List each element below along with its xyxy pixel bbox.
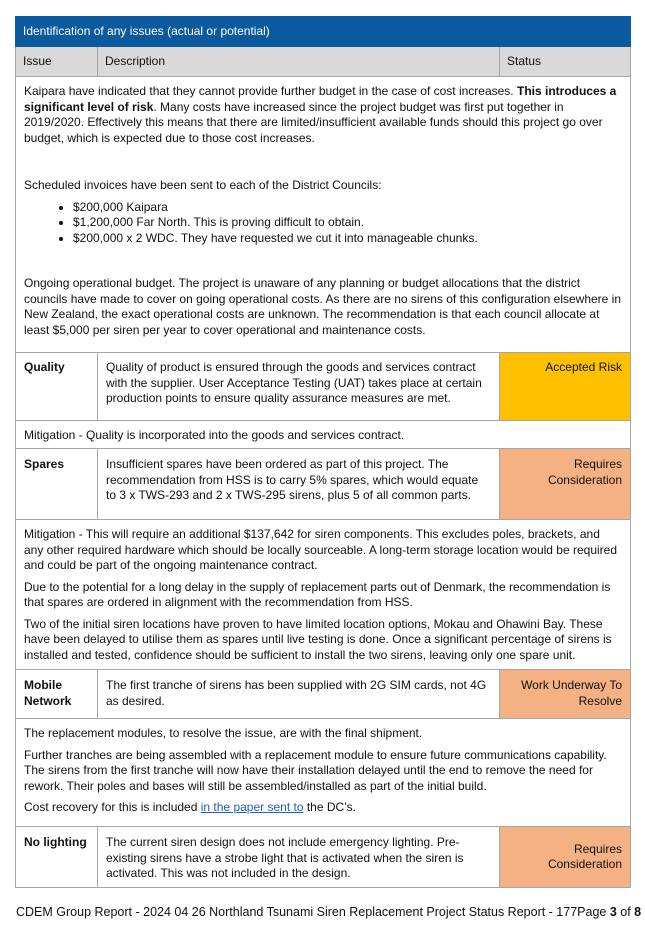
footer-of: of xyxy=(616,905,635,919)
issue-row-no-lighting xyxy=(16,827,631,888)
intro-cell xyxy=(16,77,631,353)
issues-table xyxy=(15,16,631,888)
page-number: 3 xyxy=(609,905,617,919)
page-total: 8 xyxy=(634,905,642,919)
issue-row-mobile-network xyxy=(16,670,631,719)
issue-name-text: Network xyxy=(24,693,72,708)
budget-text: Kaipara have indicated that they cannot provide further budget in the case of cost increases. xyxy=(24,84,517,98)
status-badge xyxy=(499,827,630,888)
cost-recovery-paragraph xyxy=(24,800,622,816)
status-text: Work Underway To xyxy=(521,678,622,692)
column-header-description: Description xyxy=(98,47,500,77)
issue-name: Spares xyxy=(16,449,98,520)
issue-row-quality xyxy=(16,353,631,421)
status-text: Consideration xyxy=(547,857,622,871)
issue-name: No lighting xyxy=(16,827,98,888)
status-text: Requires xyxy=(573,457,622,471)
status-text: Consideration xyxy=(547,472,622,487)
operational-budget-paragraph: Ongoing operational budget. The project is unaware of any planning or budget allocations that the district councils have made to cover on going operational costs. As there are no sirens of this configuration elsewhere in New Zealand, the exact operational costs are unknown. The recommendation is that each council allocate at least $5,000 per siren per year to cover operational and maintenance costs. xyxy=(24,276,622,337)
page-footer xyxy=(16,905,641,919)
note-paragraph: Two of the initial siren locations have proven to have limited location options, Mokau and Ohawini Bay. These have been delayed to utilise them as spares until live testing is done. Once a significant percentage of sirens is installed and tested, confidence should be sufficient to install the two sirens, leaving only one spare unit. xyxy=(24,616,612,662)
status-text: Resolve xyxy=(578,693,622,708)
notes-row xyxy=(16,719,631,827)
issue-name: Quality xyxy=(16,353,98,421)
budget-text-cont: . Many costs have increased since the project budget was first put together in 2019/2020. Effectively this means that there are limited/insufficient available funds should this project go over budget, which is expected due to those cost increases. xyxy=(24,99,603,145)
cost-recovery-text: Cost recovery for this is included xyxy=(24,800,201,814)
footer-text: CDEM Group Report - 2024 04 26 Northland Tsunami Siren Replacement Project Status Report - 177Page xyxy=(16,905,610,919)
issue-name-text: Mobile xyxy=(24,678,62,692)
issue-description: Insufficient spares have been ordered as part of this project. The recommendation from HSS is to carry 5% spares, which would equate to 3 x TWS-293 and 2 x TWS-295 sirens, plus 5 of all common parts. xyxy=(98,449,500,520)
status-badge xyxy=(499,449,630,520)
budget-paragraph xyxy=(24,84,622,146)
invoice-item: • $200,000 x 2 WDC. They have requested we cut it into manageable chunks. xyxy=(73,231,622,247)
note-paragraph: Further tranches are being assembled with a replacement module to ensure future communications capability. The sirens from the first tranche will now have their installation delayed until the end to remove the need for rework. Their poles and bases will still be assembled/installed as part of the initial build. xyxy=(24,747,607,793)
issue-description: The first tranche of sirens has been supplied with 2G SIM cards, not 4G as desired. xyxy=(98,670,500,719)
issue-row-spares xyxy=(16,449,631,520)
invoices-paragraph: Scheduled invoices have been sent to each of the District Councils: xyxy=(24,178,382,192)
risk-emphasis: This introduces a significant level of risk xyxy=(24,84,617,114)
mitigation-row xyxy=(16,421,631,449)
column-header-issue: Issue xyxy=(16,47,98,77)
note-paragraph: Due to the potential for a long delay in the supply of replacement parts out of Denmark, the recommendation is that spares are ordered in alignment with the recommendation from HSS. xyxy=(24,579,611,609)
invoice-list xyxy=(24,200,622,247)
table-title-row xyxy=(16,17,631,47)
note-paragraph: The replacement modules, to resolve the issue, are with the final shipment. xyxy=(24,726,423,740)
mitigation-cell: Mitigation - Quality is incorporated into the goods and services contract. xyxy=(16,421,631,449)
note-paragraph: Mitigation - This will require an additional $137,642 for siren components. This excludes poles, brackets, and any other required hardware which should be locally sourceable. A long-term storage location would be required and could be part of the ongoing maintenance contract. xyxy=(24,527,618,572)
notes-cell xyxy=(16,719,631,827)
issue-description: The current siren design does not include emergency lighting. Pre-existing sirens have a strobe light that is activated when the siren is activated. This was not included in the design. xyxy=(98,827,500,888)
intro-row xyxy=(16,77,631,353)
column-header-status: Status xyxy=(499,47,630,77)
issue-description: Quality of product is ensured through the goods and services contract with the supplier. User Acceptance Testing (UAT) takes place at certain production points to ensure quality assurance measures are met. xyxy=(98,353,500,421)
invoice-item: • $200,000 Kaipara xyxy=(73,200,622,216)
status-badge xyxy=(499,670,630,719)
cost-recovery-text: the DC’s. xyxy=(303,800,356,814)
table-title: Identification of any issues (actual or potential) xyxy=(16,17,631,47)
status-badge: Accepted Risk xyxy=(499,353,630,421)
invoice-item: • $1,200,000 Far North. This is proving difficult to obtain. xyxy=(73,215,622,231)
issue-name xyxy=(16,670,98,719)
paper-link[interactable]: in the paper sent to xyxy=(200,800,304,814)
mitigation-row xyxy=(16,520,631,670)
mitigation-cell xyxy=(16,520,631,670)
column-header-row xyxy=(16,47,631,77)
status-text: Requires xyxy=(573,841,622,856)
